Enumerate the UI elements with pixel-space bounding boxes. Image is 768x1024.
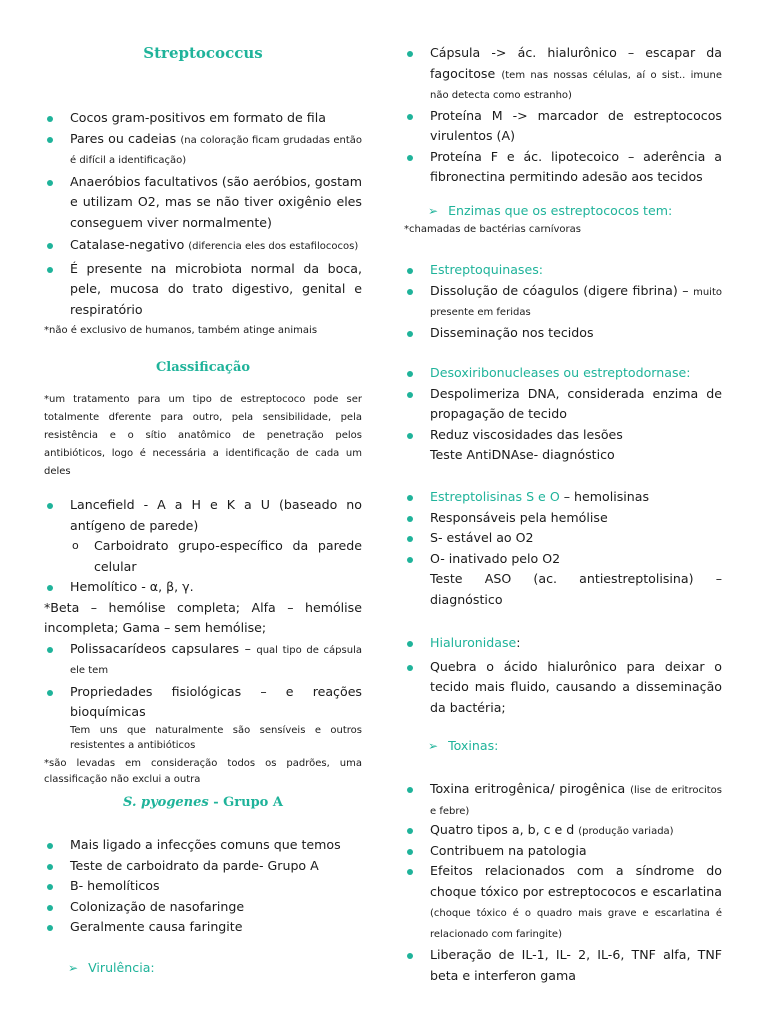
bullet-icon <box>407 114 413 120</box>
bullet-icon <box>407 495 413 501</box>
list-item: S- estável ao O2 <box>404 528 722 549</box>
desoxi-block <box>404 363 722 466</box>
list-item: Toxina eritrogênica/ pirogênica (lise de eritrocitos e febre) <box>404 779 722 820</box>
teste-dnase: Teste AntiDNAse- diagnóstico <box>430 447 615 462</box>
sub-list-item: o Carboidrato grupo-específico da parede celular <box>72 538 362 574</box>
bullet-icon <box>407 51 413 57</box>
virulence-list <box>404 43 722 188</box>
bullet-icon <box>47 884 53 890</box>
pyogenes-list <box>44 835 362 938</box>
list-item: Reduz viscosidades das lesões <box>404 425 722 446</box>
bullet-icon <box>407 953 413 959</box>
list-item: Geralmente causa faringite <box>44 917 362 938</box>
enzimas-note: *chamadas de bactérias carnívoras <box>404 224 581 235</box>
list-item: Pares ou cadeias (na coloração ficam grudadas então é difícil a identificação) <box>44 129 362 170</box>
bullet-icon <box>407 516 413 522</box>
list-item: Responsáveis pela hemólise <box>404 508 722 529</box>
section-title-pyogenes: S. pyogenes - Grupo A <box>123 795 283 810</box>
bullet-icon <box>407 787 413 793</box>
list-item: Polissacarídeos capsulares – qual tipo de cápsula ele tem <box>44 639 362 680</box>
bullet-icon <box>407 557 413 563</box>
list-item: É presente na microbiota normal da boca, pele, mucosa do trato digestivo, genital e respiratório <box>44 259 362 321</box>
list-item: Colonização de nasofaringe <box>44 897 362 918</box>
bullet-icon <box>407 536 413 542</box>
intro-note: *não é exclusivo de humanos, também atinge animais <box>44 325 318 336</box>
propriedades-note: Tem uns que naturalmente são sensíveis e outros resistentes a antibióticos <box>70 724 362 751</box>
teste-aso: Teste ASO (ac. antiestreptolisina) – diagnóstico <box>430 571 722 607</box>
list-item: Efeitos relacionados com a síndrome do choque tóxico por estreptococos e escarlatina (choque tóxico é o quadro mais grave e escarlatina é relacionado com faringite) <box>404 861 722 943</box>
bullet-icon <box>47 647 53 653</box>
bullet-icon <box>47 503 53 509</box>
bullet-icon <box>407 433 413 439</box>
bullet-icon <box>407 371 413 377</box>
list-item: Despolimeriza DNA, considerada enzima de propagação de tecido <box>404 384 722 425</box>
list-item: O- inativado pelo O2 <box>404 549 722 570</box>
bullet-icon <box>47 864 53 870</box>
subheading-enzimas: ➢ Enzimas que os estreptococos tem: <box>428 203 673 218</box>
classification-note: *um tratamento para um tipo de estreptococo pode ser totalmente dferente para outro, pela sensibilidade, pela resistência e o sítio anatômico de penetração pelos antibióticos, logo é necessária a identificação de cada um deles <box>44 394 362 477</box>
bullet-icon <box>407 155 413 161</box>
intro-list <box>44 108 362 339</box>
bullet-icon <box>407 392 413 398</box>
list-item: Hemolítico - α, β, γ. <box>44 577 362 598</box>
toxinas-list <box>404 779 722 986</box>
list-item: Teste de carboidrato da parde- Grupo A <box>44 856 362 877</box>
bullet-icon <box>407 665 413 671</box>
estreptoquinases-block <box>404 260 722 343</box>
bullet-icon <box>407 849 413 855</box>
section-title-classificacao: Classificação <box>155 360 251 375</box>
hialuronidase-block <box>404 633 722 718</box>
bullet-icon <box>407 289 413 295</box>
list-item: Propriedades fisiológicas – e reações bioquímicas <box>44 682 362 723</box>
list-item: Liberação de IL-1, IL- 2, IL-6, TNF alfa, TNF beta e interferon gama <box>404 945 722 986</box>
bullet-icon <box>47 585 53 591</box>
list-item: Dissolução de cóagulos (digere fibrina) – muito presente em feridas <box>404 281 722 322</box>
circle-bullet-icon: o <box>72 539 79 552</box>
arrow-right-icon: ➢ <box>68 961 79 975</box>
list-item: Disseminação nos tecidos <box>404 323 722 344</box>
padroes-note: *são levadas em consideração todos os padrões, uma classificação não exclui a outra <box>44 757 362 785</box>
subheading-virulencia: ➢ Virulência: <box>68 960 155 975</box>
list-item: Quatro tipos a, b, c e d (produção variada) <box>404 820 722 841</box>
arrow-right-icon: ➢ <box>428 204 439 218</box>
list-item: Anaeróbios facultativos (são aeróbios, gostam e utilizam O2, mas se não tiver oxigênio eles conseguem viver normalmente) <box>44 172 362 234</box>
bullet-icon <box>407 641 413 647</box>
list-item: B- hemolíticos <box>44 876 362 897</box>
bullet-icon <box>407 869 413 875</box>
bullet-icon <box>407 331 413 337</box>
hemolise-note: *Beta – hemólise completa; Alfa – hemólise incompleta; Gama – sem hemólise; <box>44 599 362 635</box>
arrow-right-icon: ➢ <box>428 739 439 753</box>
bullet-icon <box>47 690 53 696</box>
bullet-icon <box>407 828 413 834</box>
list-item: Desoxiribonucleases ou estreptodornase: <box>404 363 722 384</box>
list-item: Proteína M -> marcador de estreptococos virulentos (A) <box>404 106 722 147</box>
bullet-icon <box>47 180 53 186</box>
list-item: Cocos gram-positivos em formato de fila <box>44 108 362 129</box>
bullet-icon <box>47 843 53 849</box>
estreptolisinas-block <box>404 487 722 610</box>
bullet-icon <box>47 905 53 911</box>
list-item: Mais ligado a infecções comuns que temos <box>44 835 362 856</box>
classification-block <box>44 391 362 788</box>
list-item: Hialuronidase: <box>404 633 722 654</box>
bullet-icon <box>47 267 53 273</box>
list-item: Cápsula -> ác. hialurônico – escapar da fagocitose (tem nas nossas células, aí o sist.. imune não detecta como estranho) <box>404 43 722 105</box>
list-item: Lancefield - A a H e K a U (baseado no antígeno de parede) <box>44 495 362 536</box>
list-item: Proteína F e ác. lipotecoico – aderência a fibronectina permitindo adesão aos tecidos <box>404 147 722 188</box>
bullet-icon <box>47 137 53 143</box>
list-item: Contribuem na patologia <box>404 841 722 862</box>
bullet-icon <box>47 243 53 249</box>
page-title: Streptococcus <box>143 44 263 62</box>
bullet-icon <box>47 925 53 931</box>
list-item: Estreptoquinases: <box>404 260 722 281</box>
bullet-icon <box>407 268 413 274</box>
list-item: Catalase-negativo (diferencia eles dos estafilococos) <box>44 235 362 256</box>
list-item: Quebra o ácido hialurônico para deixar o tecido mais fluido, causando a disseminação da bactéria; <box>404 657 722 719</box>
bullet-icon <box>47 116 53 122</box>
list-item: Estreptolisinas S e O – hemolisinas <box>404 487 722 508</box>
subheading-toxinas: ➢ Toxinas: <box>428 738 499 753</box>
